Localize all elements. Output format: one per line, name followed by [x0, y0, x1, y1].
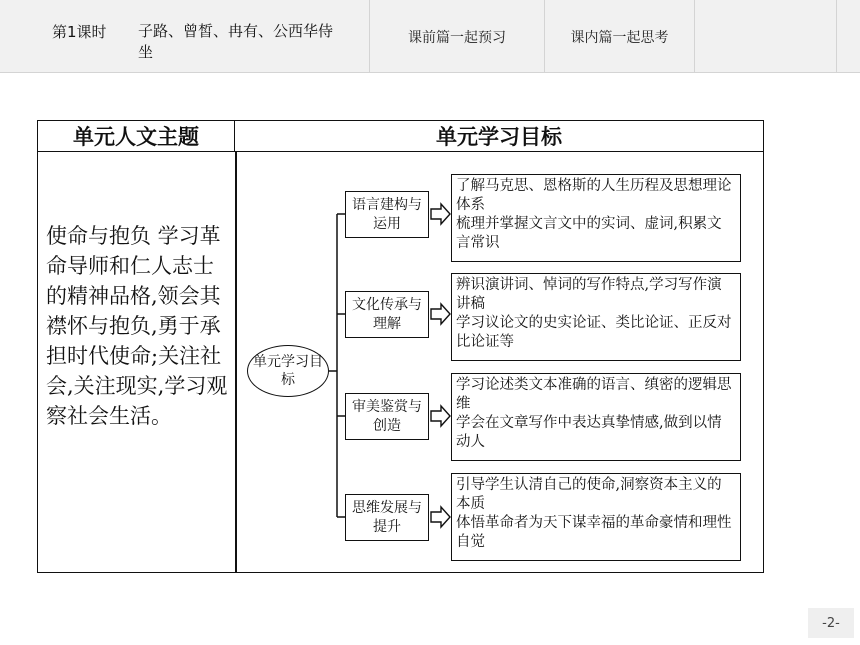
tab-in-class[interactable]: 课内篇一起思考	[545, 0, 695, 73]
detail-box-thinking	[451, 473, 741, 561]
header-learning-goals: 单元学习目标	[235, 121, 763, 152]
top-nav-bar	[0, 0, 860, 73]
category-language: 语言建构与运用	[345, 191, 429, 238]
tab-empty-1[interactable]	[695, 0, 837, 73]
detail-item: 引导学生认清自己的使命,洞察资本主义的本质	[456, 477, 722, 512]
detail-box-language	[451, 174, 741, 262]
detail-item: 梳理并掌握文言文中的实词、虚词,积累文言常识	[456, 216, 722, 251]
page-number: -2-	[808, 608, 854, 638]
category-thinking: 思维发展与提升	[345, 494, 429, 541]
detail-item: 体悟革命者为天下谋幸福的革命豪情和理性自觉	[456, 515, 732, 550]
lesson-name: 子路、曾皙、冉有、公西华侍坐	[138, 22, 334, 61]
category-culture: 文化传承与理解	[345, 291, 429, 338]
header-humanities-theme: 单元人文主题	[38, 121, 235, 152]
detail-item: 学习议论文的史实论证、类比论证、正反对比论证等	[456, 315, 732, 350]
center-goal-oval: 单元学习目标	[247, 345, 329, 397]
lesson-number: 第1课时	[52, 23, 107, 41]
detail-box-aesthetics	[451, 373, 741, 461]
lesson-title-cell	[0, 0, 370, 73]
detail-item: 了解马克思、恩格斯的人生历程及思想理论体系	[456, 178, 732, 213]
tab-empty-2[interactable]	[837, 0, 860, 73]
tab-preview[interactable]: 课前篇一起预习	[370, 0, 545, 73]
theme-text: 使命与抱负 学习革命导师和仁人志士的精神品格,领会其襟怀与抱负,勇于承担时代使命;关注社会,关注现实,学习观察社会生活。	[46, 224, 228, 428]
column-divider	[235, 152, 237, 572]
detail-item: 学会在文章写作中表达真挚情感,做到以情动人	[456, 415, 722, 450]
detail-item: 学习论述类文本准确的语言、缜密的逻辑思维	[456, 377, 732, 412]
detail-box-culture	[451, 273, 741, 361]
category-aesthetics: 审美鉴赏与创造	[345, 393, 429, 440]
detail-item: 辨识演讲词、悼词的写作特点,学习写作演讲稿	[456, 277, 722, 312]
